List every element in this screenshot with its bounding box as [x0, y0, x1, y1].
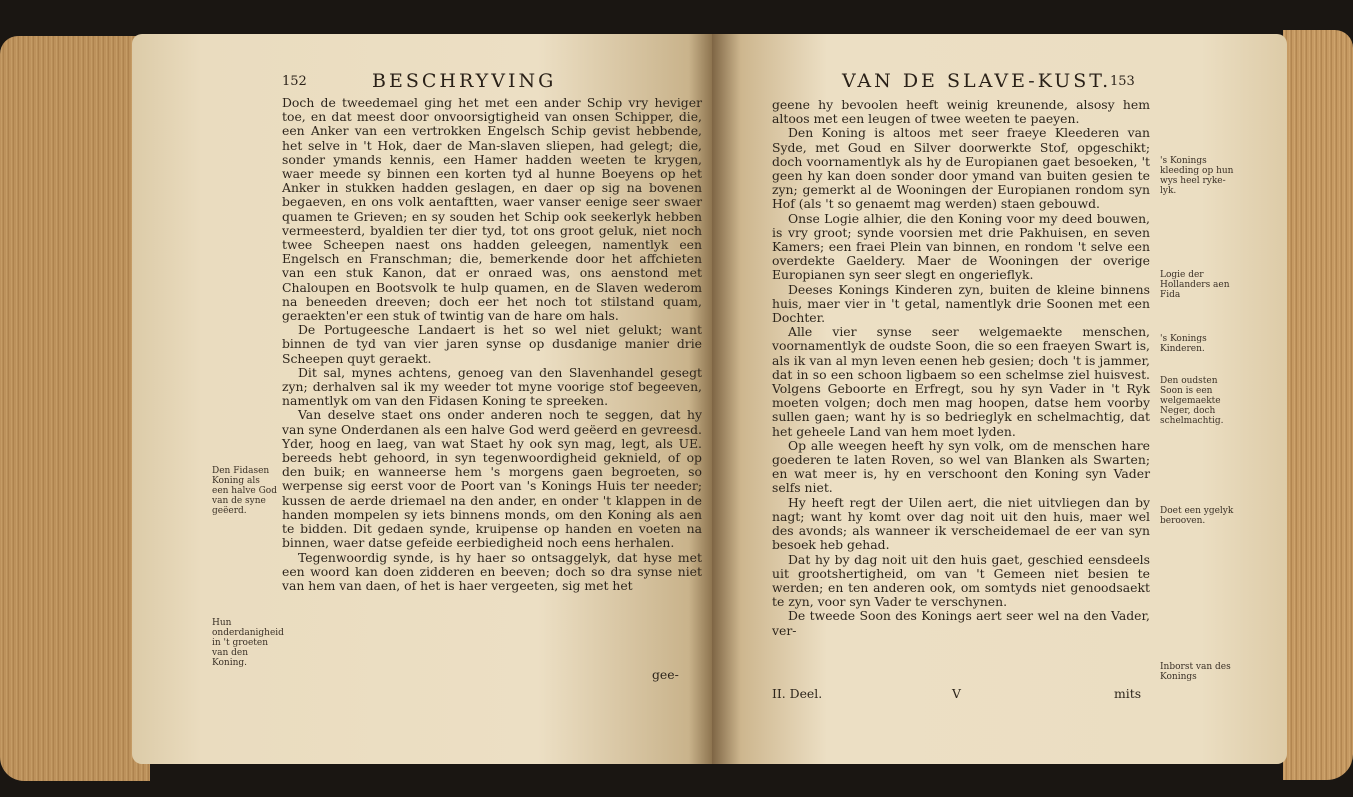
paragraph: Den Koning is altoos met seer fraeye Kleederen van Syde, met Goud en Silver doorwerkte Stof, opgeschikt; doch voornamentlyk als hy de Europianen gaet besoeken, 't geen hy kan doen sonder door ymand van buiten gesien te zyn; gemerkt al de Wooningen der Europianen rondom syn Hof (als 't so genaemt mag werden) staen gebouwd. — [772, 125, 1150, 212]
right-page — [712, 34, 1287, 764]
right-running-head: VAN DE SLAVE-KUST. — [842, 70, 1112, 92]
paragraph: Tegenwoordig synde, is hy haer so ontsaggelyk, dat hyse met een woord kan doen zidderen en beeven; doch so dra synse niet van hem van daen, of het is haer vergeeten, sig met het — [282, 549, 702, 593]
right-page-number: 153 — [1110, 74, 1135, 89]
margin-note: Logie der Hollanders aen Fida — [1160, 270, 1230, 300]
paragraph: Deeses Konings Kinderen zyn, buiten de kleine binnens huis, maer vier in 't getal, namentlyk drie Soonen met een Dochter. — [772, 281, 1150, 326]
paragraph: Doch de tweedemael ging het met een ander Schip vry heviger toe, en dat meest door onvoorsigtigheid van onsen Schipper, die, een Anker van een vertrokken Engelsch Schip gevist hebbende, het selve in 't Hok, daer de Man-slaven sliepen, had gelegt; die, sonder ymands kennis, een Hamer hadden weeten te krygen, waer meede sy binnen een korten tyd al hunne Boeyens op het Anker in stukken hadden geslagen, en daer op sig na bovenen begaeven, en ons volk aentaftten, waer vanser eenige seer swaer quamen te Grieven; en sy souden het Schip ook seekerlyk hebben vermeesterd, byaldien ter dier tyd, tot ons groot geluk, niet noch twee Scheepen naest ons hadden geleegen, namentlyk een Engelsch en Franschman; die, bemerkende door het affchieten van een stuk Kanon, dat er onraed was, ons aenstond met Chaloupen en Bootsvolk te hulp quamen, en de Slaven wederom na beneeden dreeven; doch eer het noch tot stilstand quam, geraekten'er een stuk of twintig van de hare om hals. — [282, 95, 702, 324]
paragraph: De tweede Soon des Konings aert seer wel na den Vader, ver- — [772, 608, 1150, 638]
paragraph: Hy heeft regt der Uilen aert, die niet uitvliegen dan by nagt; want hy komt over dag noit uit den huis, maer wel des avonds; als wanneer ik verscheidemael de eer van syn besoek heb gehad. — [772, 494, 1150, 553]
paragraph: Van deselve staet ons onder anderen noch te seggen, dat hy van syne Onderdanen als een halve God werd geëerd en gevreesd. Yder, hoog en laeg, van wat Staet hy ook syn mag, legt, als UE. bereeds hebt gehoord, in syn tegenwoordigheid geknield, of op den buik; en wanneerse hem 's morgens gaen begroeten, so werpense sig eerst voor de Poort van 's Konings Huis ter needer; kussen de aerde driemael na den ander, en onder 't klappen in de handen mompelen sy iets binnens monds, om den Koning als aen te bidden. Dit gedaen synde, kruipense op handen en voeten na binnen, waer datse gefeide eerbiedigheid noch eens herhalen. — [282, 407, 702, 551]
paragraph: Onse Logie alhier, die den Koning voor my deed bouwen, is vry groot; synde voorsien met drie Pakhuisen, en seven Kamers; een fraei Plein van binnen, en rondom 't selve een overdekte Gaeldery. Maer de Wooningen der overige Europianen syn seer slegt en ongerieflyk. — [772, 210, 1150, 283]
book-edge-right — [1283, 30, 1353, 780]
left-page — [132, 34, 712, 764]
paragraph: geene hy bevoolen heeft weinig kreunende, alsosy hem altoos met een leugen of twee weeten te paeyen. — [772, 97, 1150, 127]
paragraph: Alle vier synse seer welgemaekte menschen, voornamentlyk de oudste Soon, die so een fraeyen Swart is, als ik van al myn leven eenen heb gesien; doch 't is jammer, dat in so een schoon ligbaem so een schelmse ziel huisvest. Volgens Geboorte en Erfregt, sou hy syn Vader in 't Ryk moeten volgen; doch men mag hoopen, datse hem voorby sullen gaen; want hy is so bedrieglyk en schelmachtig, dat het geheele Land van hem moet lyden. — [772, 324, 1150, 439]
volume-part: II. Deel. — [772, 686, 823, 701]
left-running-head: BESCHRYVING — [372, 70, 557, 92]
left-page-text — [282, 96, 702, 593]
margin-note: 's Konings kleeding op hun wys heel ryke-lyk. — [1160, 156, 1234, 196]
left-page-number: 152 — [282, 74, 307, 89]
margin-note: 's Konings Kinderen. — [1160, 334, 1207, 354]
margin-note: Den Fidasen Koning als een halve God van de syne geëerd. — [212, 466, 277, 516]
right-catchword: mits — [1114, 686, 1142, 701]
margin-note: Doet een ygelyk berooven. — [1160, 506, 1234, 526]
book-edge-left — [0, 36, 150, 781]
margin-note: Hun onderdanigheid in 't groeten van den Koning. — [212, 618, 284, 668]
paragraph: Dit sal, mynes achtens, genoeg van den Slavenhandel gesegt zyn; derhalven sal ik my weeder tot myne voorige stof begeeven, namentlyk om van den Fidasen Koning te spreeken. — [282, 364, 702, 409]
signature-mark: V — [952, 686, 961, 701]
paragraph: Op alle weegen heeft hy syn volk, om de menschen hare goederen te laten Roven, so wel van Blanken als Swarten; en wat meer is, hy en verschoont den Koning syn Vader selfs niet. — [772, 437, 1150, 496]
margin-note: Inborst van des Konings — [1160, 662, 1231, 682]
margin-note: Den oudsten Soon is een welgemaekte Neger, doch schelmachtig. — [1160, 376, 1224, 426]
paragraph: Dat hy by dag noit uit den huis gaet, geschied eensdeels uit grootshertigheid, om van 't Gemeen niet besien te werden; en ten anderen ook, om somtyds niet genoodsaekt te zyn, voor syn Vader te verschynen. — [772, 551, 1150, 610]
left-catchword: gee- — [652, 667, 679, 682]
paragraph: De Portugeesche Landaert is het so wel niet gelukt; want binnen de tyd van vier jaren synse op dusdanige manier drie Scheepen quyt geraekt. — [282, 322, 702, 366]
right-page-text — [772, 98, 1150, 638]
open-book — [0, 20, 1353, 790]
